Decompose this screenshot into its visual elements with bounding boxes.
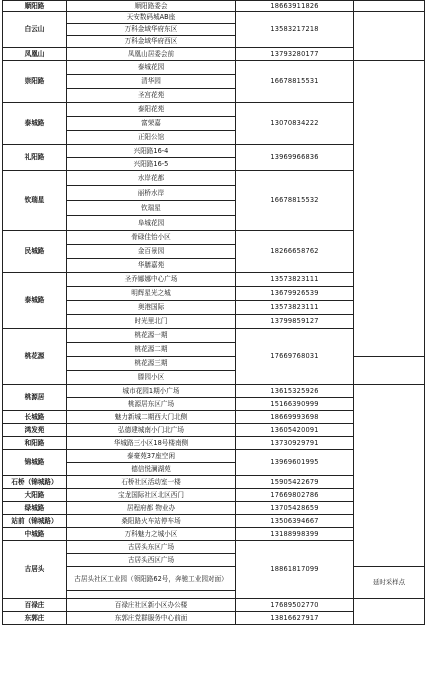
sampling-point-cell: 石桥社区活动室一楼 bbox=[67, 476, 236, 489]
table-row bbox=[3, 357, 425, 371]
sampling-point-cell: 古居头西区广场 bbox=[67, 554, 236, 567]
sampling-point-cell: 万科魅力之城小区 bbox=[67, 528, 236, 541]
sampling-point-cell: 圣宫花苑 bbox=[67, 89, 236, 103]
sampling-point-cell: 德信悦澜湖苑 bbox=[67, 463, 236, 476]
sampling-point-cell: 桃花源二期 bbox=[67, 343, 236, 357]
sampling-point-cell bbox=[67, 591, 236, 599]
sampling-point-cell: 金百景园 bbox=[67, 245, 236, 259]
community-cell: 大阳路 bbox=[3, 489, 67, 502]
sampling-point-cell: 弘德建城南小门北广场 bbox=[67, 424, 236, 437]
sampling-point-cell: 骨碌佳怡小区 bbox=[67, 231, 236, 245]
table-row bbox=[3, 12, 425, 24]
community-cell: 长城路 bbox=[3, 411, 67, 424]
sampling-point-cell: 桃花源一期 bbox=[67, 329, 236, 343]
sampling-point-cell: 顺阳路委会 bbox=[67, 1, 236, 12]
sampling-point-cell: 古居头社区工业园（领阳路62号，奔驰工业园对面） bbox=[67, 567, 236, 591]
phone-cell: 13188998399 bbox=[236, 528, 354, 541]
sampling-point-cell: 万科金域华府东区 bbox=[67, 24, 236, 36]
note-cell bbox=[354, 61, 425, 357]
phone-cell: 13573823111 bbox=[236, 301, 354, 315]
phone-cell: 13816627917 bbox=[236, 612, 354, 625]
community-cell: 中城路 bbox=[3, 528, 67, 541]
sampling-point-cell: 古居头东区广场 bbox=[67, 541, 236, 554]
community-cell: 泰城路 bbox=[3, 273, 67, 329]
phone-cell: 15905422679 bbox=[236, 476, 354, 489]
table-row bbox=[3, 599, 425, 612]
sampling-point-cell: 水岸花都 bbox=[67, 171, 236, 186]
community-cell: 东郭庄 bbox=[3, 612, 67, 625]
phone-cell: 13573823111 bbox=[236, 273, 354, 287]
sampling-point-cell: 魅力新城二期西大门北侧 bbox=[67, 411, 236, 424]
community-cell: 凤凰山 bbox=[3, 48, 67, 61]
phone-cell: 13506394667 bbox=[236, 515, 354, 528]
sampling-point-cell: 兴阳路16-4 bbox=[67, 145, 236, 158]
community-cell: 百禄庄 bbox=[3, 599, 67, 612]
community-cell: 鸿发苑 bbox=[3, 424, 67, 437]
sampling-point-cell: 泰阳花苑 bbox=[67, 103, 236, 117]
sampling-point-cell: 滕园小区 bbox=[67, 371, 236, 385]
phone-cell: 13793280177 bbox=[236, 48, 354, 61]
phone-cell: 16678815531 bbox=[236, 61, 354, 103]
sampling-point-cell: 钦瑞星 bbox=[67, 201, 236, 216]
table-row bbox=[3, 61, 425, 75]
phone-cell: 18669993698 bbox=[236, 411, 354, 424]
community-cell: 石桥（锦城路） bbox=[3, 476, 67, 489]
phone-cell: 15166390999 bbox=[236, 398, 354, 411]
phone-cell: 17689502770 bbox=[236, 599, 354, 612]
sampling-point-cell: 城市花园1期小广场 bbox=[67, 385, 236, 398]
community-cell: 站前（锦城路） bbox=[3, 515, 67, 528]
community-cell: 礼阳路 bbox=[3, 145, 67, 171]
table-row bbox=[3, 371, 425, 385]
phone-cell: 13679926539 bbox=[236, 287, 354, 301]
sampling-point-cell: 泰豪苑37座空闲 bbox=[67, 450, 236, 463]
community-cell: 锦城路 bbox=[3, 450, 67, 476]
sampling-point-cell: 华膳嘉苑 bbox=[67, 259, 236, 273]
community-cell: 崇阳路 bbox=[3, 61, 67, 103]
phone-cell: 17669768031 bbox=[236, 329, 354, 385]
community-cell: 泰城路 bbox=[3, 103, 67, 145]
phone-cell: 16678815532 bbox=[236, 171, 354, 231]
table-row bbox=[3, 567, 425, 591]
note-cell bbox=[354, 12, 425, 61]
note-cell bbox=[354, 1, 425, 12]
sampling-point-cell: 明辉星光之城 bbox=[67, 287, 236, 301]
sampling-point-cell: 兴阳路16-5 bbox=[67, 158, 236, 171]
table-row bbox=[3, 1, 425, 12]
phone-cell: 13583217218 bbox=[236, 12, 354, 48]
sampling-point-cell: 桃源居东区广场 bbox=[67, 398, 236, 411]
phone-cell: 13799859127 bbox=[236, 315, 354, 329]
sampling-point-cell: 天安数码城AB座 bbox=[67, 12, 236, 24]
sampling-point-cell: 东郭庄党群服务中心前面 bbox=[67, 612, 236, 625]
phone-cell: 13730929791 bbox=[236, 437, 354, 450]
sampling-point-cell: 泰城花园 bbox=[67, 61, 236, 75]
note-cell bbox=[354, 385, 425, 567]
phone-cell: 18861817099 bbox=[236, 541, 354, 599]
sampling-point-cell: 万科金域华府西区 bbox=[67, 36, 236, 48]
community-cell: 民城路 bbox=[3, 231, 67, 273]
sampling-sites-table bbox=[2, 0, 425, 625]
phone-cell: 13070834222 bbox=[236, 103, 354, 145]
community-cell: 古居头 bbox=[3, 541, 67, 599]
table-body bbox=[3, 1, 425, 625]
phone-cell: 13605420091 bbox=[236, 424, 354, 437]
sampling-point-cell: 圣乔娜娜中心广场 bbox=[67, 273, 236, 287]
sampling-point-cell: 时光里北门 bbox=[67, 315, 236, 329]
community-cell: 钦瑞星 bbox=[3, 171, 67, 231]
community-cell: 顺阳路 bbox=[3, 1, 67, 12]
sampling-point-cell: 桃花源三期 bbox=[67, 357, 236, 371]
phone-cell: 13969601995 bbox=[236, 450, 354, 476]
note-cell bbox=[354, 599, 425, 625]
sampling-point-cell: 凤凰山居委会前 bbox=[67, 48, 236, 61]
community-cell: 桃源居 bbox=[3, 385, 67, 411]
phone-cell: 18266658762 bbox=[236, 231, 354, 273]
sampling-point-cell: 清华园 bbox=[67, 75, 236, 89]
sampling-point-cell: 百禄庄社区新小区办公楼 bbox=[67, 599, 236, 612]
sampling-point-cell: 正阳公馆 bbox=[67, 131, 236, 145]
sampling-point-cell: 宝龙国际社区北区西门 bbox=[67, 489, 236, 502]
note-cell: 延时采样点 bbox=[354, 567, 425, 599]
community-cell: 绿城路 bbox=[3, 502, 67, 515]
sampling-point-cell: 阜城花园 bbox=[67, 216, 236, 231]
phone-cell: 17669802786 bbox=[236, 489, 354, 502]
table-row bbox=[3, 385, 425, 398]
sampling-point-cell: 富荣嘉 bbox=[67, 117, 236, 131]
sampling-point-cell: 居程府都 物业办 bbox=[67, 502, 236, 515]
community-cell: 桃花源 bbox=[3, 329, 67, 385]
community-cell: 白云山 bbox=[3, 12, 67, 48]
sampling-point-cell: 奥港国际 bbox=[67, 301, 236, 315]
community-cell: 和阳路 bbox=[3, 437, 67, 450]
sampling-point-cell: 桑阳路火车站停车场 bbox=[67, 515, 236, 528]
phone-cell: 13615325926 bbox=[236, 385, 354, 398]
phone-cell: 13969966836 bbox=[236, 145, 354, 171]
phone-cell: 18663911826 bbox=[236, 1, 354, 12]
sampling-point-cell: 丽桥水岸 bbox=[67, 186, 236, 201]
phone-cell: 13705428659 bbox=[236, 502, 354, 515]
sampling-point-cell: 华城路三小区18号楼南侧 bbox=[67, 437, 236, 450]
